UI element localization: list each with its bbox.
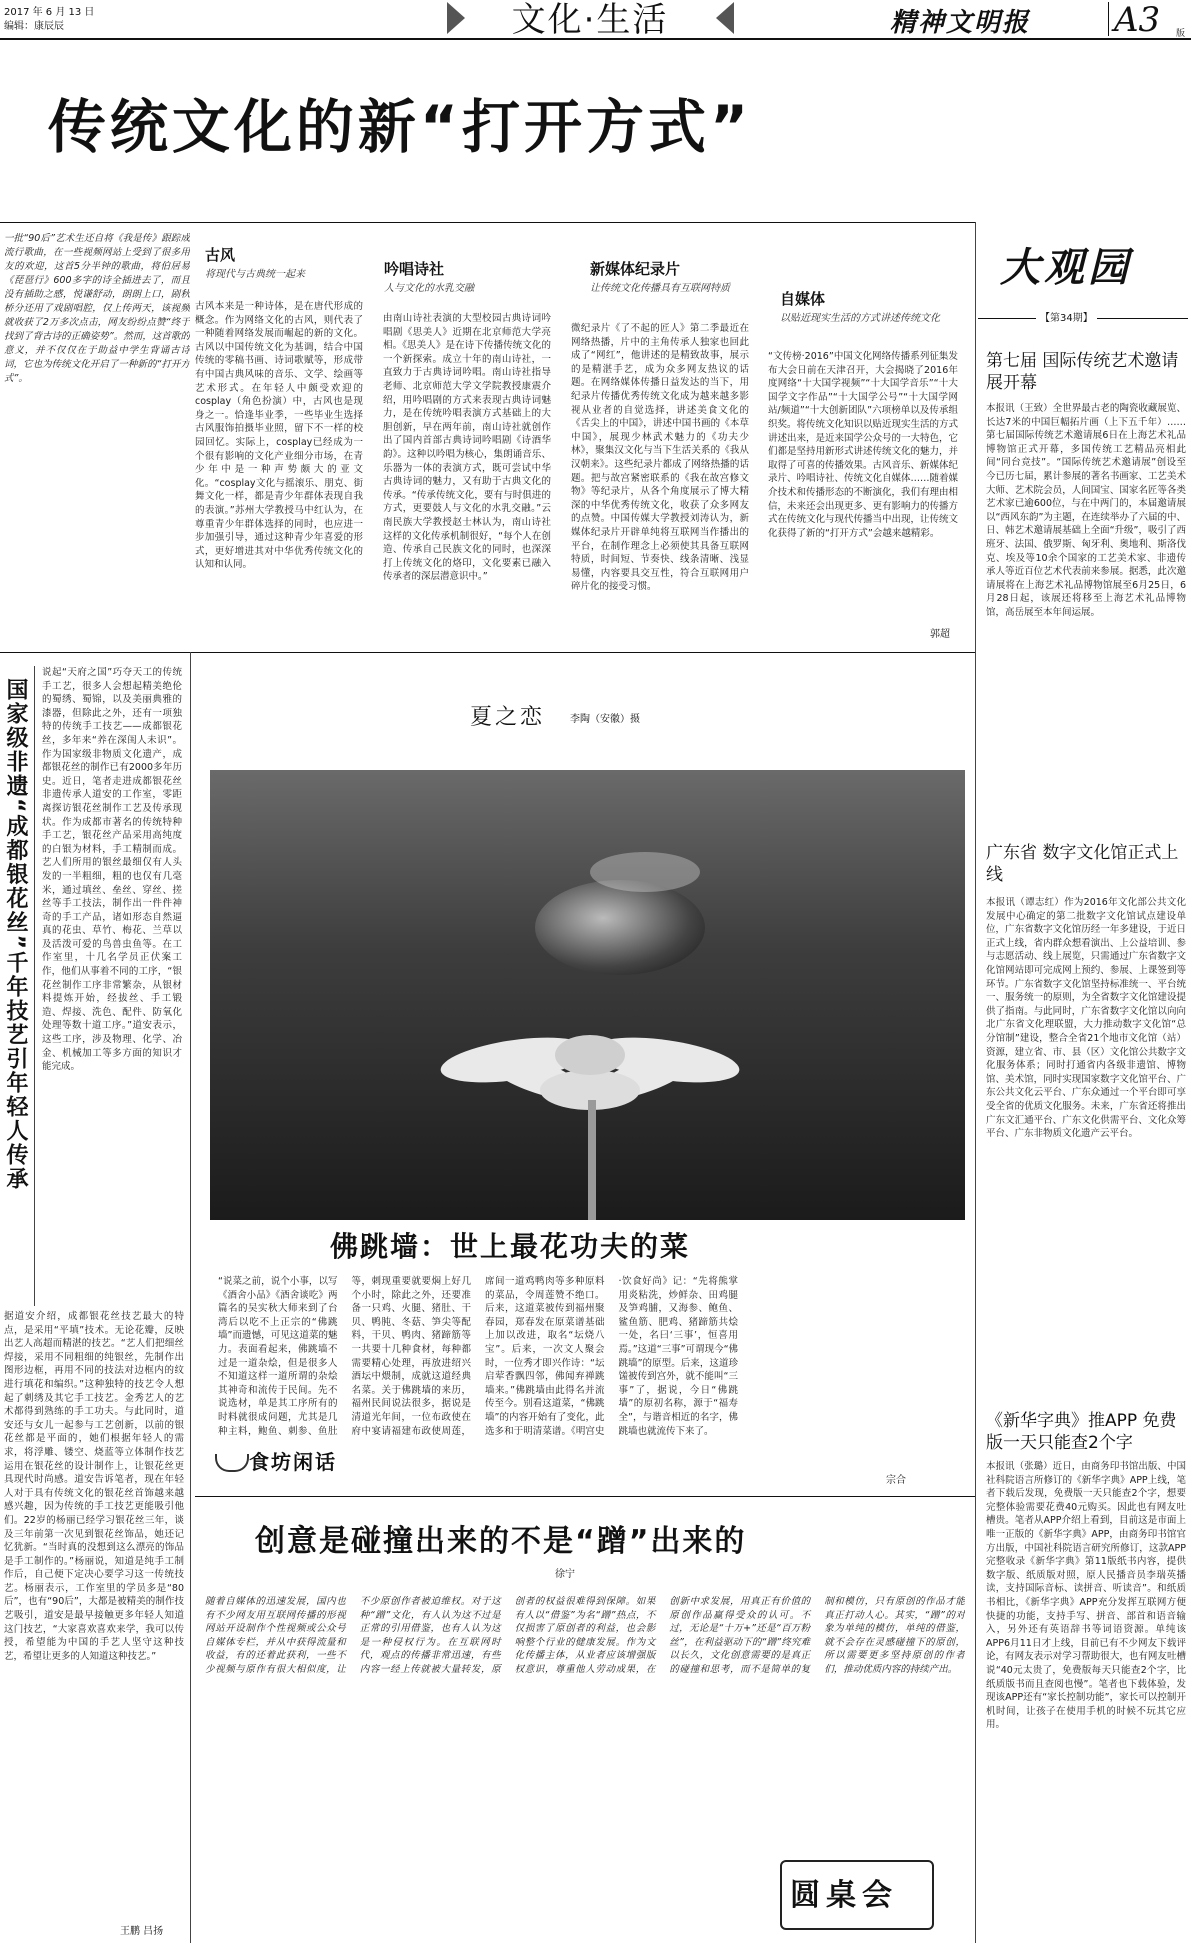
fotiaoqiang-title: 佛跳墙：世上最花功夫的菜 xyxy=(330,1230,691,1263)
section-yinchang xyxy=(384,258,474,294)
bee-icon xyxy=(535,880,705,975)
article-col-3: 微纪录片《了不起的匠人》第二季最近在网络热播，片中的主角传承人独家也回此成了“网红”，他讲述的是精致故事，展示的是精湛手艺，成为众多网友热议的话题。在网络媒体传播日益发达的当下，用纪录片传播优秀传统文化成为越来越多影视从业者的自觉选择，讲述美食文化的《舌尖上的中国》，讲述中国书画的《本草中国》，展现少林武术魅力的《功夫少林》，聚集汉文化与当下生活关系的《我从汉朝来》。这些纪录片都成了网络热播的话题。把与故宫紧密联系的《我在故宫修文物》等纪录片，从各个角度展示了博大精深的中华优秀传统文化，收获了众多网友的点赞。中国传媒大学教授刘涛认为，新媒体纪录片开辟单纯将互联网当作播出的平台，在制作理念上必须使其具备互联网特质，时间短、节奏快、线条清晰、浅显易懂，内容要具交互性，符合互联网用户碎片化的接受习惯。 xyxy=(571,323,749,593)
sidebar-item-2-body: 本报讯（谭志红）作为2016年文化部公共文化发展中心确定的第二批数字文化馆试点建设单位，广东省数字文化馆历经一年多建设，于近日正式上线，省内群众想看演出、上公益培训、参与志愿活动、线上展览，只需通过广东省数字文化馆网站即可完成网上预约、参展、上课签到等环节。广东省数字文化馆坚持标准统一、平台统一、服务统一的原则，为全省数字文化馆建设提供了指南。与此同时，广东省数字文化馆以向向北广东省文化理联盟，大力推动数字文化馆“总分馆制”建设，整合全省21个地市文化馆（站）资源，建立省、市、县（区）文化馆公共数字文化服务体系；同时打通省内各级非遗馆、博物馆、美术馆，同时实现国家数字文化馆平台、广东公共文化云平台、广东众通过一个平台即可享受全省的优质文化服务。未来，广东省还将推出广东文汇通平台、广东文化供需平台、文化众筹平台、广东非物质文化遗产云平台。 xyxy=(986,897,1186,1140)
section-zimeiti-title: 自媒体 xyxy=(780,290,826,308)
yuanzhuohui-label: 圆桌会 xyxy=(790,1878,898,1913)
sidebar-item-1-title: 第七届 国际传统艺术邀请展开幕 xyxy=(986,351,1179,393)
chuangyi-title: 创意是碰撞出来的不是“蹭”出来的 xyxy=(255,1524,747,1559)
issue-date: 2017 年 6 月 13 日 xyxy=(4,7,95,18)
section-right-arrow-icon xyxy=(716,2,734,34)
bowl-icon xyxy=(215,1454,249,1472)
flower-stem-icon xyxy=(588,1100,596,1220)
shifang-badge xyxy=(215,1440,375,1480)
sidebar-item-2-title: 广东省 数字文化馆正式上线 xyxy=(986,843,1179,885)
feiyi-vertical-title: 国家级非遗“成都银花丝”千年技艺引年轻人传承 xyxy=(3,678,28,1191)
section-yinchang-sub: 人与文化的水乳交融 xyxy=(384,283,474,294)
article-col-1: 古风本来是一种诗体，是在唐代形成的概念。作为网络文化的古风，则代表了一种随着网络发展而崛起的新的文化。古风以中国传统文化为基调，结合中国传统的零稿书画、诗词歌赋等，形成带有中国古典风味的音乐、文学、绘画等艺术形式。在年轻人中颇受欢迎的cosplay（角色扮演）中，古风也是现身之一。恰逢毕业季，一些毕业生选择古风服饰拍摄毕业照，留下不一样的校园回忆。实际上，cosplay已经成为一个很有影响的文化产业细分市场，在青少年中是一种声势颇大的亚文化。“cosplay文化与摇滚乐、朋克、街舞文化一样，都是青少年群体表现自我的表演。”苏州大学教授马中红认为，在尊重青少年群体选择的同时，也应进一步加强引导，通过这种青少年喜爱的形式，更好增进其对中华优秀传统文化的认知和认同。 xyxy=(195,301,363,571)
bee-wing-icon xyxy=(590,852,700,892)
editor-credit: 编辑：康辰辰 xyxy=(4,21,64,32)
feiyi-body: 说起“天府之国”巧夺天工的传统手工艺，很多人会想起精美绝伦的蜀绣、蜀锦，以及美丽典雅的漆器，但除此之外，还有一项独特的传统手工技艺——成都银花丝，多年来“养在深闺人未识”。作为国家级非物质文化遗产，成都银花丝的制作已有2000多年历史。近日，笔者走进成都银花丝非遗传承人道安的工作室，零距离探访银花丝制作工艺及传承现状。作为成都市著名的传统特种手工艺，银花丝产品采用高纯度的白银为材料，手工精制而成。艺人们所用的银丝最细仅有人头发的一半粗细，粗的也仅有几毫米，通过填丝、垒丝、穿丝、搓丝等手工技法，制作出一件件神奇的手工产品，诸如形态自然逼真的花虫、草竹、梅花、兰草以及活泼可爱的鸟兽虫鱼等。在工作室里，十几名学员正伏案工作，他们从事着不同的工序，“银花丝制作工序非常繁杂，从银材料提炼开始，经拔丝、手工锻造、焊接、洗色、配件、防氧化处理等数十道工序。”道安表示，这些工序，涉及物理、化学、冶金、机械加工等多方面的知识才能完成。 xyxy=(42,667,182,1073)
headline-rule xyxy=(0,222,975,223)
intro-text: 一批“90后”艺术生还自将《我是传》跟踪成流行歌曲，在一些视频网站上受到了很多用友的欢迎，这首5分半钟的歌曲，将伯居易《琵琶行》600多字的诗全插进去了，而且没有插助之感，悦谦舒动，朗朗上口，剧秋桥分还用了戏剧唱腔，仅上传两天，该视频就收获了2万多次点击，网友纷纷点赞“终于找到了背古诗的正确姿势”。然而，这首歌的意义，并不仅仅在于助益中学生背诵古诗词，它也为传统文化开启了一种新的“打开方式”。 xyxy=(4,233,190,384)
paper-name-logo: 精神文明报 xyxy=(890,8,1031,38)
page-number: A3 xyxy=(1114,0,1161,40)
photo-title: 夏之恋 xyxy=(470,705,546,730)
sidebar-brand: 大观园 xyxy=(1000,244,1132,291)
section-gufeng-sub: 将现代与古典统一起来 xyxy=(205,269,305,280)
page-no-divider xyxy=(1108,2,1109,36)
feiyi-body-cont: 据道安介绍，成都银花丝技艺最大的特点，是采用“平填”技术。无论花瓣，反映出艺人高超而精湛的技艺。“艺人们把细丝焊接，采用不同粗细的纯银丝，先制作出图形边框，再用不同的技法对边框内的纹进行填花和编织。”这种独特的技艺令人想起了刺绣及其它手工技艺。金秀艺人的艺术都得到熟练的手工功夫。与此同时，道安还与女儿一起参与工艺创新，以前的银花丝都是平面的，她们根据年轻人的需求，将浮雕、镂空、烧蓝等立体制作技艺运用在银花丝的设计制作上，让银花丝更具现代时尚感。道安告诉笔者，现在年轻人对于具有传统文化的银花丝首饰越来越感兴趣，因为传统的手工技艺更能吸引他们。22岁的杨丽已经学习银花丝三年，谈及三年前第一次见到银花丝饰品，她还记忆犹新。“当时真的没想到这么漂亮的饰品是手工制作的。”杨丽说，知道是纯手工制作后，自己便下定决心要学习这一传统技艺。杨丽表示，工作室里的学员多是“80后”，也有“90后”，大都是被精美的制作技艺吸引，道安是最早接触更多年轻人知道这门技艺，“大家喜欢喜欢来学，我可以传授，希望能为中国的手艺人坚守这种技艺，希望让更多的人知道这种技艺。” xyxy=(4,1311,184,1662)
sidebar-item-3-body: 本报讯（张璐）近日，由商务印书馆出版、中国社科院语言所修订的《新华字典》APP上线，笔者下载后发现，免费版一天只能查2个字，想要完整体验需要花费40元购买。因此也有网友吐槽贵。笔者从APP介绍上看到，目前这是市面上唯一正版的《新华字典》APP，由商务印书馆官方出版，中国社科院语言研究所修订，这款APP完整收录《新华字典》第11版纸书内容，提供数字版、纸质版对照，原人民播音员李瑞英播读，支持国际音标、读拼音、听读音”。和纸质书相比，《新华字典》APP充分发挥互联网方便快捷的功能，支持手写、拼音、部首和语音输入，另外还有英语辞书等词语资源。单纯该APP6月11日才上线，目前已有不少网友下载评论，有网友表示对学习帮助很大，也有网友吐槽说“40元太贵了，免费版每天只能查2个字，比纸质版书而且查阅也慢”。笔者也下载体验，发现该APP还有“家长控制功能”，家长可以控制开机时间，让孩子在使用手机的时候不玩其它应用。 xyxy=(986,1461,1186,1731)
left-col-divider xyxy=(190,652,191,1943)
section-zimeiti xyxy=(780,288,965,324)
photo-credit: 李陶（安徽）摄 xyxy=(570,714,640,725)
sidebar-issue: 【第34期】 xyxy=(1036,312,1097,326)
section-xinmeiti-sub: 让传统文化传播具有互联网特质 xyxy=(590,283,730,294)
article-col-2: 由南山诗社表演的大型校园古典诗词吟唱剧《思美人》近期在北京师范大学亮相。《思美人》是在诗下传播传统文化的一个新探索。成立十年的南山诗社，一直致力于古典诗词吟唱。南山诗社指导老师、北京师范大学文学院教授康震介绍，用吟唱剧的方式来表现古典诗词魅力，是在传统吟唱表演方式基础上的大胆创新，早在两年前，南山诗社就创作出了国内首部古典诗词吟唱剧《诗酒华韵》。这种以吟唱为核心，集朗诵音乐、乐器为一体的表演方式，既可尝试中华古典诗词的魅力，又有助于古典文化的传承。“传承传统文化，要有与时俱进的方式，更要鼓人与文化的水乳交融。”云南民族大学教授赵士林认为，南山诗社这样的文化传承机制很好，“每个人在创造、传承自己民族文化的同时，也深深打上传统文化的烙印，文化要素已融入传承者的深层潜意识中。” xyxy=(383,313,551,583)
feiyi-divider xyxy=(34,666,35,1306)
sidebar-item-3-title: 《新华字典》推APP 免费版一天只能查2个字 xyxy=(986,1411,1177,1453)
mid-rule xyxy=(0,652,975,653)
article-author: 郭超 xyxy=(930,629,950,640)
yuanzhuohui-badge xyxy=(780,1860,934,1930)
fotiaoqiang-body: “说菜之前，说个小事，以写《酒舍小品》《酒舍谈吃》两篇名的吴实秋大师来到了台湾后以吃不上正宗的“佛跳墙”而遗憾，可见这道菜的魅力。表面看起来，佛跳墙不过是一道杂烩，但是很多人不知道这样一道所谓的杂烩其神奇和流传于民间。先不说选材，单是其工序所有的时料就很成问题，尤其是几种主料，鲍鱼、刺参、鱼肚等，刺现重要就要焖上好几个小时，除此之外，还要准备一只鸡、火腿、猪肚、干贝、鸭肫、冬菇、笋尖等配料，干贝、鸭肉、猪蹄筋等一共要十几种食材，每种都需要精心处理，再放进绍兴酒坛中煨制，成就这道经典名菜。关于佛跳墙的来历，福州民间说法很多，据说是清道光年间，一位布政使在府中宴请福建布政使周莲，席间一道鸡鸭肉等多种原料的菜品，令周莲赞不绝口。后来，这道菜被传到福州聚春园，郑春发在原菜谱基础上加以改进，取名“坛烧八宝”。后来，一次文人聚会时，一位秀才即兴作诗：“坛启荤香飘四邻，佛闻弃禅跳墙来。”佛跳墙由此得名并流传至今。别看这道菜，“佛跳墙”的内容开始有了变化，此选多和于明清菜谱。《明宫史·饮食好尚》记：“先将熊掌用炎粘洗，炒鲜杂、田鸡腿及笋鸡脯，又海参、鲍鱼、鲨鱼筋、肥鸡、猪蹄筋共烩一处，名曰‘三事’，恒喜用焉。”这道“三事”可谓现今“佛跳墙”的原型。后来，这道珍馐被传到宫外，就不能叫“三事”了，据说，今日“佛跳墙”的原初名称，源于“福寿全”，与谐音相近的名字，佛跳墙也就流传下来了。 xyxy=(218,1276,738,1437)
section-zimeiti-sub: 以贴近现实生活的方式讲述传统文化 xyxy=(780,313,940,324)
section-gufeng xyxy=(205,244,305,280)
section-xinmeiti xyxy=(590,258,760,294)
sidebar-divider xyxy=(975,222,976,1943)
food-rule xyxy=(195,1496,975,1497)
section-yinchang-title: 吟唱诗社 xyxy=(384,260,445,278)
chuangyi-author: 徐宁 xyxy=(555,1569,575,1580)
fotiaoqiang-extra xyxy=(750,1275,965,1475)
flower-bee-photo xyxy=(210,770,965,1220)
main-headline: 传统文化的新“打开方式” xyxy=(47,93,753,161)
page-edition: 版 xyxy=(1176,29,1186,39)
section-title: 文化·生活 xyxy=(511,0,669,40)
feiyi-author: 王鹏 吕扬 xyxy=(120,1926,164,1937)
section-gufeng-title: 古风 xyxy=(205,246,236,264)
section-left-arrow-icon xyxy=(447,2,465,34)
sidebar-item-1-body: 本报讯（王致）全世界最古老的陶瓷收藏展览、长达7米的中国巨幅拓片画（上下五千年）……第七届国际传统艺术邀请展6日在上海艺术礼品博物馆正式开幕，多国传统工艺精品亮相此间“同台竞技”。“国际传统艺术邀请展”创设至今已历七届，累计参展的著名书画家、工艺美术大师、艺术院会员，人间国宝、国家名匠等各类艺术家已逾600位，与在中两门的，本届邀请展以“西风东韵”为主题，在连续举办了六届的中、日、韩艺术邀请展基础上全面“升级”，吸引了西班牙、法国、俄罗斯、匈牙利、奥地利、斯洛伐克、埃及等10余个国家的工艺美术家、非遗传承人等近百位艺术代表前来参展。据悉，此次邀请展将在上海艺术礼品博物馆展至6月25日，6月28日起，该展还将移至上海艺术礼品博物馆，高岳展至本年间运展。 xyxy=(986,403,1186,618)
section-xinmeiti-title: 新媒体纪录片 xyxy=(590,260,681,278)
shifang-label: 食坊闲话 xyxy=(249,1450,337,1474)
chuangyi-body: 随着自媒体的迅速发展，国内也有不少网友用互联网传播的形视网站开设制作个性视频或公众号自媒体专栏，并从中获得流量和收益，有的还着此获利，一些不少视频与原作有很大相似度，让不少原创作者被迫维权。对于这种“蹭”文化，有人认为这不过是正常的引用借鉴，也有人认为这是一种侵权行为。在互联网时代，观点的传播非常迅速，有些内容一经上传就被大量转发，原创者的权益很难得到保障。如果有人以“借鉴”为名“蹭”热点，不仅损害了原创者的利益，也会影响整个行业的健康发展。作为文化传播主体，从业者应该增强版权意识，尊重他人劳动成果，在创新中求发展，用真正有价值的原创作品赢得受众的认可。不过，无论是“十万+”还是“百万粉丝”，在利益驱动下的“蹭”终究难以长久，文化创意需要的是真正的碰撞和思考，而不是简单的复制和模仿，只有原创的作品才能真正打动人心。其实，“蹭”的对象为单纯的模仿，单纯的借鉴，就不会存在灵感碰撞下的原创，所以需要更多坚持原创的作者们，推动优质内容的持续产出。 xyxy=(205,1596,965,1675)
fotiaoqiang-author: 宗合 xyxy=(886,1475,906,1486)
article-col-4: “文传榜·2016”中国文化网络传播系列征集发布大会日前在天津召开，大会揭晓了2016年度网络“十大国学视频”“十大国学音乐”“十大国学文字作品”“十大国学公号”“十大国学网站/频道”“十大创新团队”六项榜单以及传承组织奖。将传统文化知识以贴近现实生活的方式讲述出来，是近来国学公众号的一大特色，它们都是坚持用新形式讲述传统文化的魅力，并取得了可喜的传播效果。古风音乐、新媒体纪录片、吟唱诗社、传统文化自媒体……随着媒介技术和传播形态的不断演化，我们有理由相信，未来还会出现更多、更有影响力的传播方式在传统文化与现代传播当中出现，让传统文化获得了新的“打开方式”会越来越精彩。 xyxy=(768,351,958,539)
